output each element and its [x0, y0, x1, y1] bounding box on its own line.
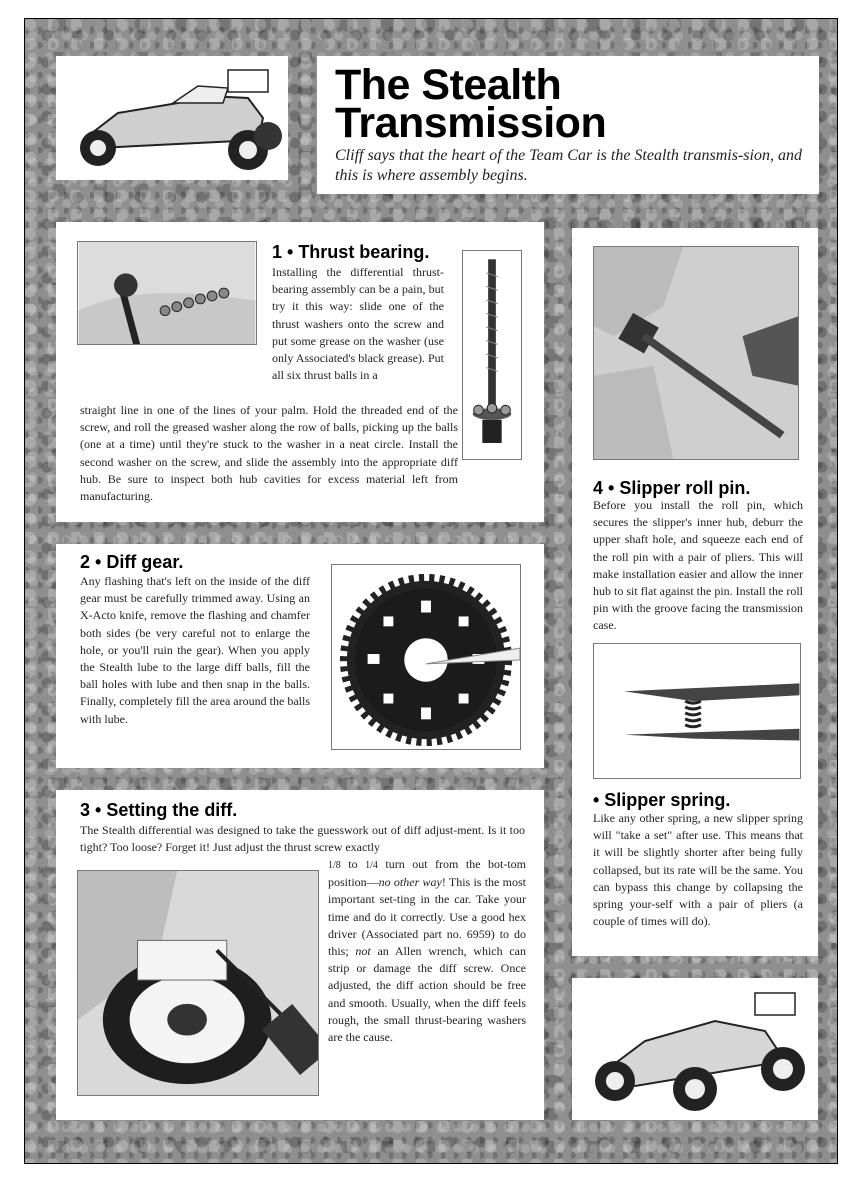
thrust-balls-photo	[77, 241, 257, 345]
page-title-line1: The Stealth	[335, 61, 562, 109]
gear-illustration	[332, 565, 520, 749]
diff-gear-heading: 2 • Diff gear.	[80, 552, 184, 572]
slipper-spring-photo	[593, 643, 801, 779]
thrust-bearing-text-wide: straight line in one of the lines of your palm. Hold the threaded end of the screw, and roll the greased washer along the row of balls, picking up the balls (one at a time) until they're stuck to the washer in a neat circle. Install the second washer on the screw, and slide the assembly into the appropriate diff hub. Be sure to inspect both hub cavities for excess material left from manufacturing.	[80, 403, 458, 504]
not-emphasis: not	[355, 944, 371, 959]
setting-diff-text-after-fraction: turn out from the bot-tom position—	[328, 857, 527, 890]
setting-diff-photo	[77, 870, 319, 1096]
fraction-to: to	[348, 857, 358, 871]
setting-diff-heading: 3 • Setting the diff.	[80, 800, 238, 820]
setting-diff-text-narrow	[328, 856, 526, 1046]
roll-pin-photo	[593, 246, 799, 460]
page-title	[335, 61, 805, 147]
thrust-bearing-text-narrow: Installing the differential thrust-bearing assembly can be a pain, but try it this way: slide one of the thrust washers onto the screw and put some grease on the washer (use only Associated's black grease). Put all six thrust balls in a	[272, 265, 444, 383]
thrust-screw-illustration	[463, 251, 521, 459]
thrust-balls-illustration	[78, 242, 256, 344]
thrust-bearing-heading: 1 • Thrust bearing.	[272, 242, 430, 262]
diff-adjust-illustration	[78, 871, 318, 1095]
buggy-illustration	[575, 981, 815, 1117]
roll-pin-text: Before you install the roll pin, which secures the slipper's inner hub, deburr the upper shaft hole, and squeeze each end of the roll pin with a pair of pliers. This will make installation easier and allow the inner hub to sit flat against the pin. Install the roll pin with the groove facing the transmission case.	[593, 498, 803, 633]
race-car-illustration	[58, 58, 286, 178]
setting-diff-text-wide: The Stealth differential was designed to take the guesswork out of diff adjust-ment. Is it too tight? Too loose? Forget it! Just adjust the thrust screw exactly	[80, 823, 525, 855]
roll-pin-illustration	[594, 247, 798, 459]
fraction-one-eighth: 1/8	[328, 860, 341, 871]
thrust-screw-photo	[462, 250, 522, 460]
header-car-photo	[58, 58, 286, 178]
page-subtitle: Cliff says that the heart of the Team Car is the Stealth transmis-sion, and this is where assembly begins.	[335, 147, 802, 184]
diff-gear-text: Any flashing that's left on the inside of the diff gear must be carefully trimmed away. Using an X-Acto knife, remove the flashing and chamfer both sides (be very careful not to enlarge the hole, or you'll ruin the gear). When you apply the Stealth lube to the large diff balls, fill the ball holes with lube and then snap in the balls. Finally, completely fill the area around the balls with lube.	[80, 574, 310, 726]
bottom-car-photo	[575, 981, 815, 1117]
diff-gear-photo	[331, 564, 521, 750]
roll-pin-heading: 4 • Slipper roll pin.	[593, 478, 751, 498]
setting-diff-text-middle: ! This is the most important set-ting in the car. Take your time and do it correctly. Use a good hex driver (Associated part no. 6959) to do this;	[328, 875, 526, 959]
fraction-one-fourth: 1/4	[365, 860, 378, 871]
setting-diff-text-end: an Allen wrench, which can strip or damage the diff screw. Once adjusted, the diff action should be free and smooth. Usually, when the diff feels rough, the small thrust-bearing washers are the cause.	[328, 944, 526, 1045]
no-other-way-emphasis: no other way	[378, 875, 442, 890]
slipper-spring-heading: • Slipper spring.	[593, 790, 731, 810]
slipper-spring-text: Like any other spring, a new slipper spring will "take a set" after use. This means that it will be slightly shorter after being fully collapsed, but its rate will be the same. You can bypass this change by collapsing the spring your-self with a pair of pliers (a couple of times will do).	[593, 811, 803, 929]
pliers-spring-illustration	[594, 644, 800, 778]
page-title-line2: Transmission	[335, 99, 607, 147]
